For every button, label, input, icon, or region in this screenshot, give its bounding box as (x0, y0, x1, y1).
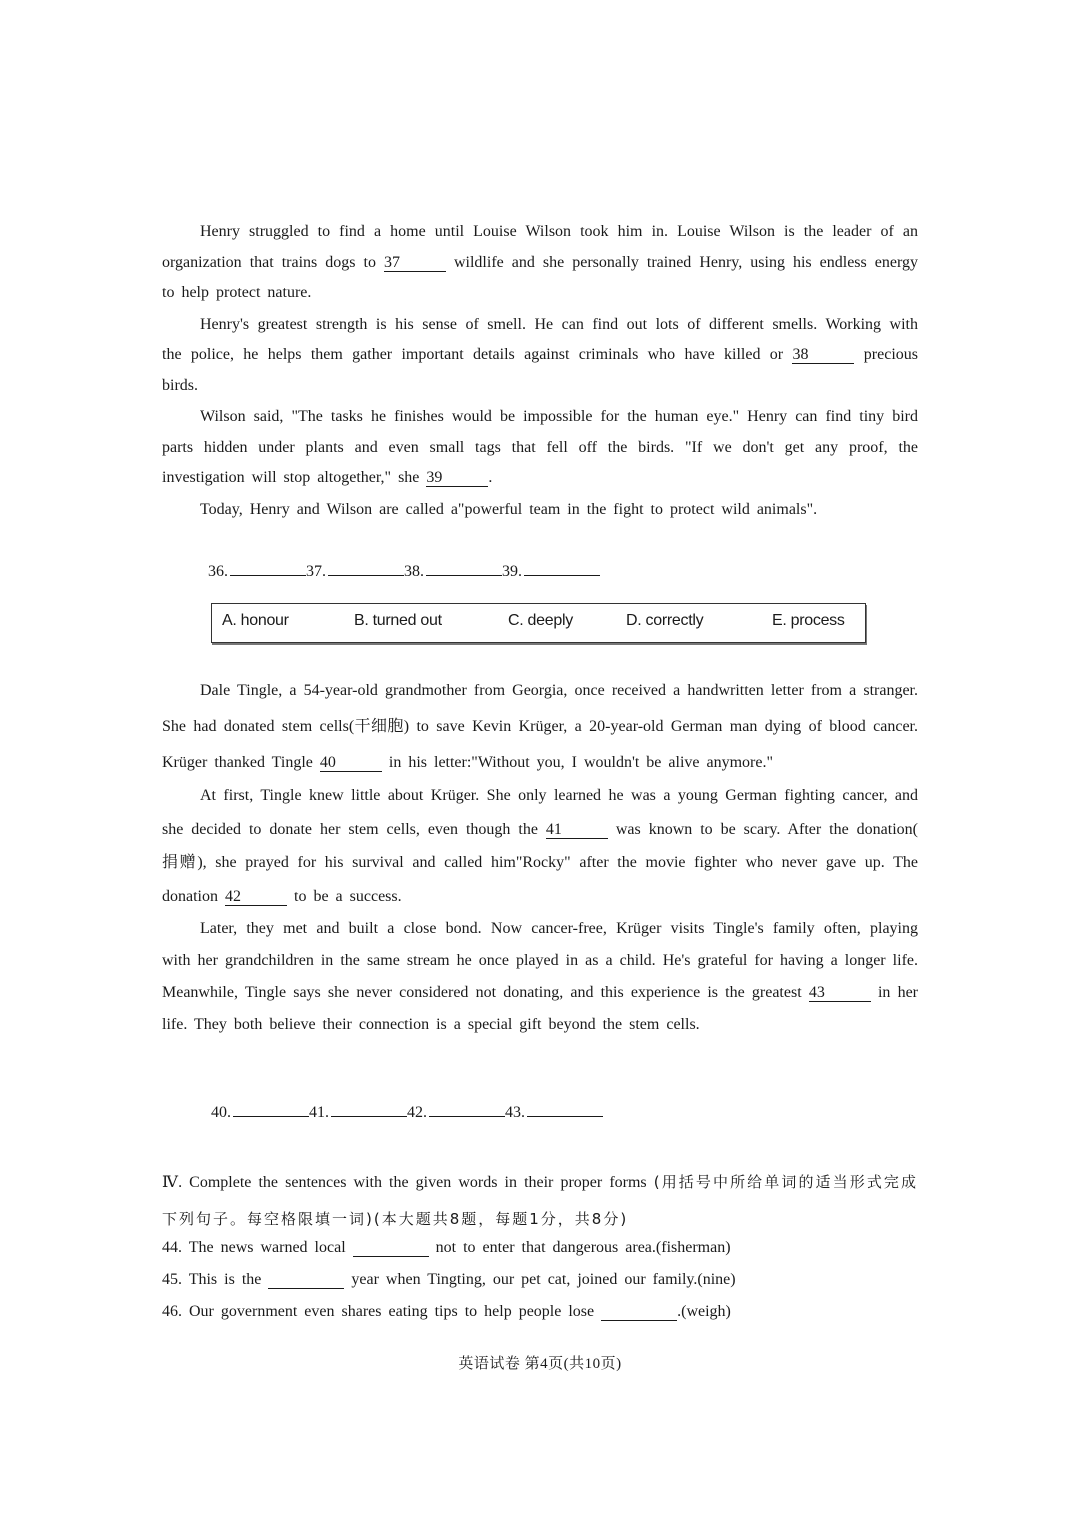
blank-38[interactable]: 38 (792, 347, 854, 364)
answer-label-39: 39. (502, 563, 522, 580)
blank-43[interactable]: 43 (809, 985, 871, 1002)
word-option-b: B. turned out (354, 612, 442, 629)
word-bank-box (211, 603, 866, 643)
answer-blank-40[interactable] (233, 1102, 309, 1117)
question-46: 46. Our government even shares eating tips to help people lose .(weigh) (162, 1303, 731, 1320)
blank-39[interactable]: 39 (426, 470, 488, 487)
question-44-blank[interactable] (353, 1240, 429, 1257)
answer-line-36-39 (208, 561, 600, 581)
answer-blank-42[interactable] (429, 1102, 505, 1117)
passage-paragraph: Henry's greatest strength is his sense of smell. He can find out lots of different smells. Working with the police, he helps them gather important details against criminals who have killed or 38 precious birds. (162, 315, 919, 394)
answer-blank-43[interactable] (527, 1102, 603, 1117)
blank-40[interactable]: 40 (320, 755, 382, 772)
passage-paragraph: At first, Tingle knew little about Krüger. She only learned he was a young German fighting cancer, and she decided to donate her stem cells, even though the 41 was known to be scary. After the donation( 捐赠), she prayed for his survival and called him"Rocky" after the movie fighter who never gave up. The donation 42 to be a success. (162, 787, 918, 905)
word-option-a: A. honour (222, 612, 289, 629)
answer-blank-38[interactable] (426, 561, 502, 576)
question-45-blank[interactable] (268, 1272, 344, 1289)
passage-henry (162, 217, 918, 526)
passage-paragraph: Later, they met and built a close bond. Now cancer-free, Krüger visits Tingle's family often, playing with her grandchildren in the same stream he once played in as a child. He's grateful for having a longer life. Meanwhile, Tingle says she never considered not donating, and this experience is the greatest 43 in her life. They both believe their connection is a special gift beyond the stem cells. (162, 920, 919, 1033)
answer-label-36: 36. (208, 563, 228, 580)
answer-label-41: 41. (309, 1104, 329, 1121)
blank-41[interactable]: 41 (546, 822, 608, 839)
word-option-c: C. deeply (508, 612, 573, 629)
question-45: 45. This is the year when Tingting, our pet cat, joined our family.(nine) (162, 1271, 736, 1288)
answer-label-42: 42. (407, 1104, 427, 1121)
question-44: 44. The news warned local not to enter that dangerous area.(fisherman) (162, 1239, 731, 1256)
answer-blank-36[interactable] (230, 561, 306, 576)
passage-paragraph: Today, Henry and Wilson are called a"powerful team in the fight to protect wild animals". (200, 500, 818, 518)
word-option-e: E. process (772, 612, 845, 629)
blank-42[interactable]: 42 (225, 889, 287, 906)
answer-blank-41[interactable] (331, 1102, 407, 1117)
answer-label-43: 43. (505, 1104, 525, 1121)
passage-tingle (162, 673, 918, 1041)
section-iv-heading (162, 1164, 918, 1238)
answer-blank-39[interactable] (524, 561, 600, 576)
section-heading-chinese: (用括号中所给单词的适当形式完成下列句子。每空格限填一词)(本大题共8题，每题1分，共8分) (162, 1173, 919, 1228)
page-footer: 英语试卷 第4页(共10页) (458, 1356, 622, 1372)
blank-37[interactable]: 37 (384, 255, 446, 272)
answer-blank-37[interactable] (328, 561, 404, 576)
section-heading-english: Ⅳ. Complete the sentences with the given words in their proper forms (162, 1174, 654, 1191)
passage-paragraph: Dale Tingle, a 54-year-old grandmother from Georgia, once received a handwritten letter from a stranger. She had donated stem cells(干细胞) to save Kevin Krüger, a 20-year-old German man dying of blood cancer. Krüger thanked Tingle 40 in his letter:"Without you, I wouldn't be alive anymore." (162, 682, 918, 771)
question-46-blank[interactable] (601, 1304, 677, 1321)
answer-label-37: 37. (306, 563, 326, 580)
passage-paragraph: Wilson said, "The tasks he finishes would be impossible for the human eye." Henry can find tiny bird parts hidden under plants and even small tags that fell off the birds. "If we don't get any proof, the investigation will stop altogether," she 39 . (162, 408, 918, 486)
answer-label-38: 38. (404, 563, 424, 580)
answer-line-40-43 (211, 1102, 603, 1122)
passage-paragraph: Henry struggled to find a home until Louise Wilson took him in. Louise Wilson is the leader of an organization that trains dogs to 37 wildlife and she personally trained Henry, using his endless energy to help protect nature. (162, 223, 919, 301)
answer-label-40: 40. (211, 1104, 231, 1121)
word-option-d: D. correctly (626, 612, 704, 629)
